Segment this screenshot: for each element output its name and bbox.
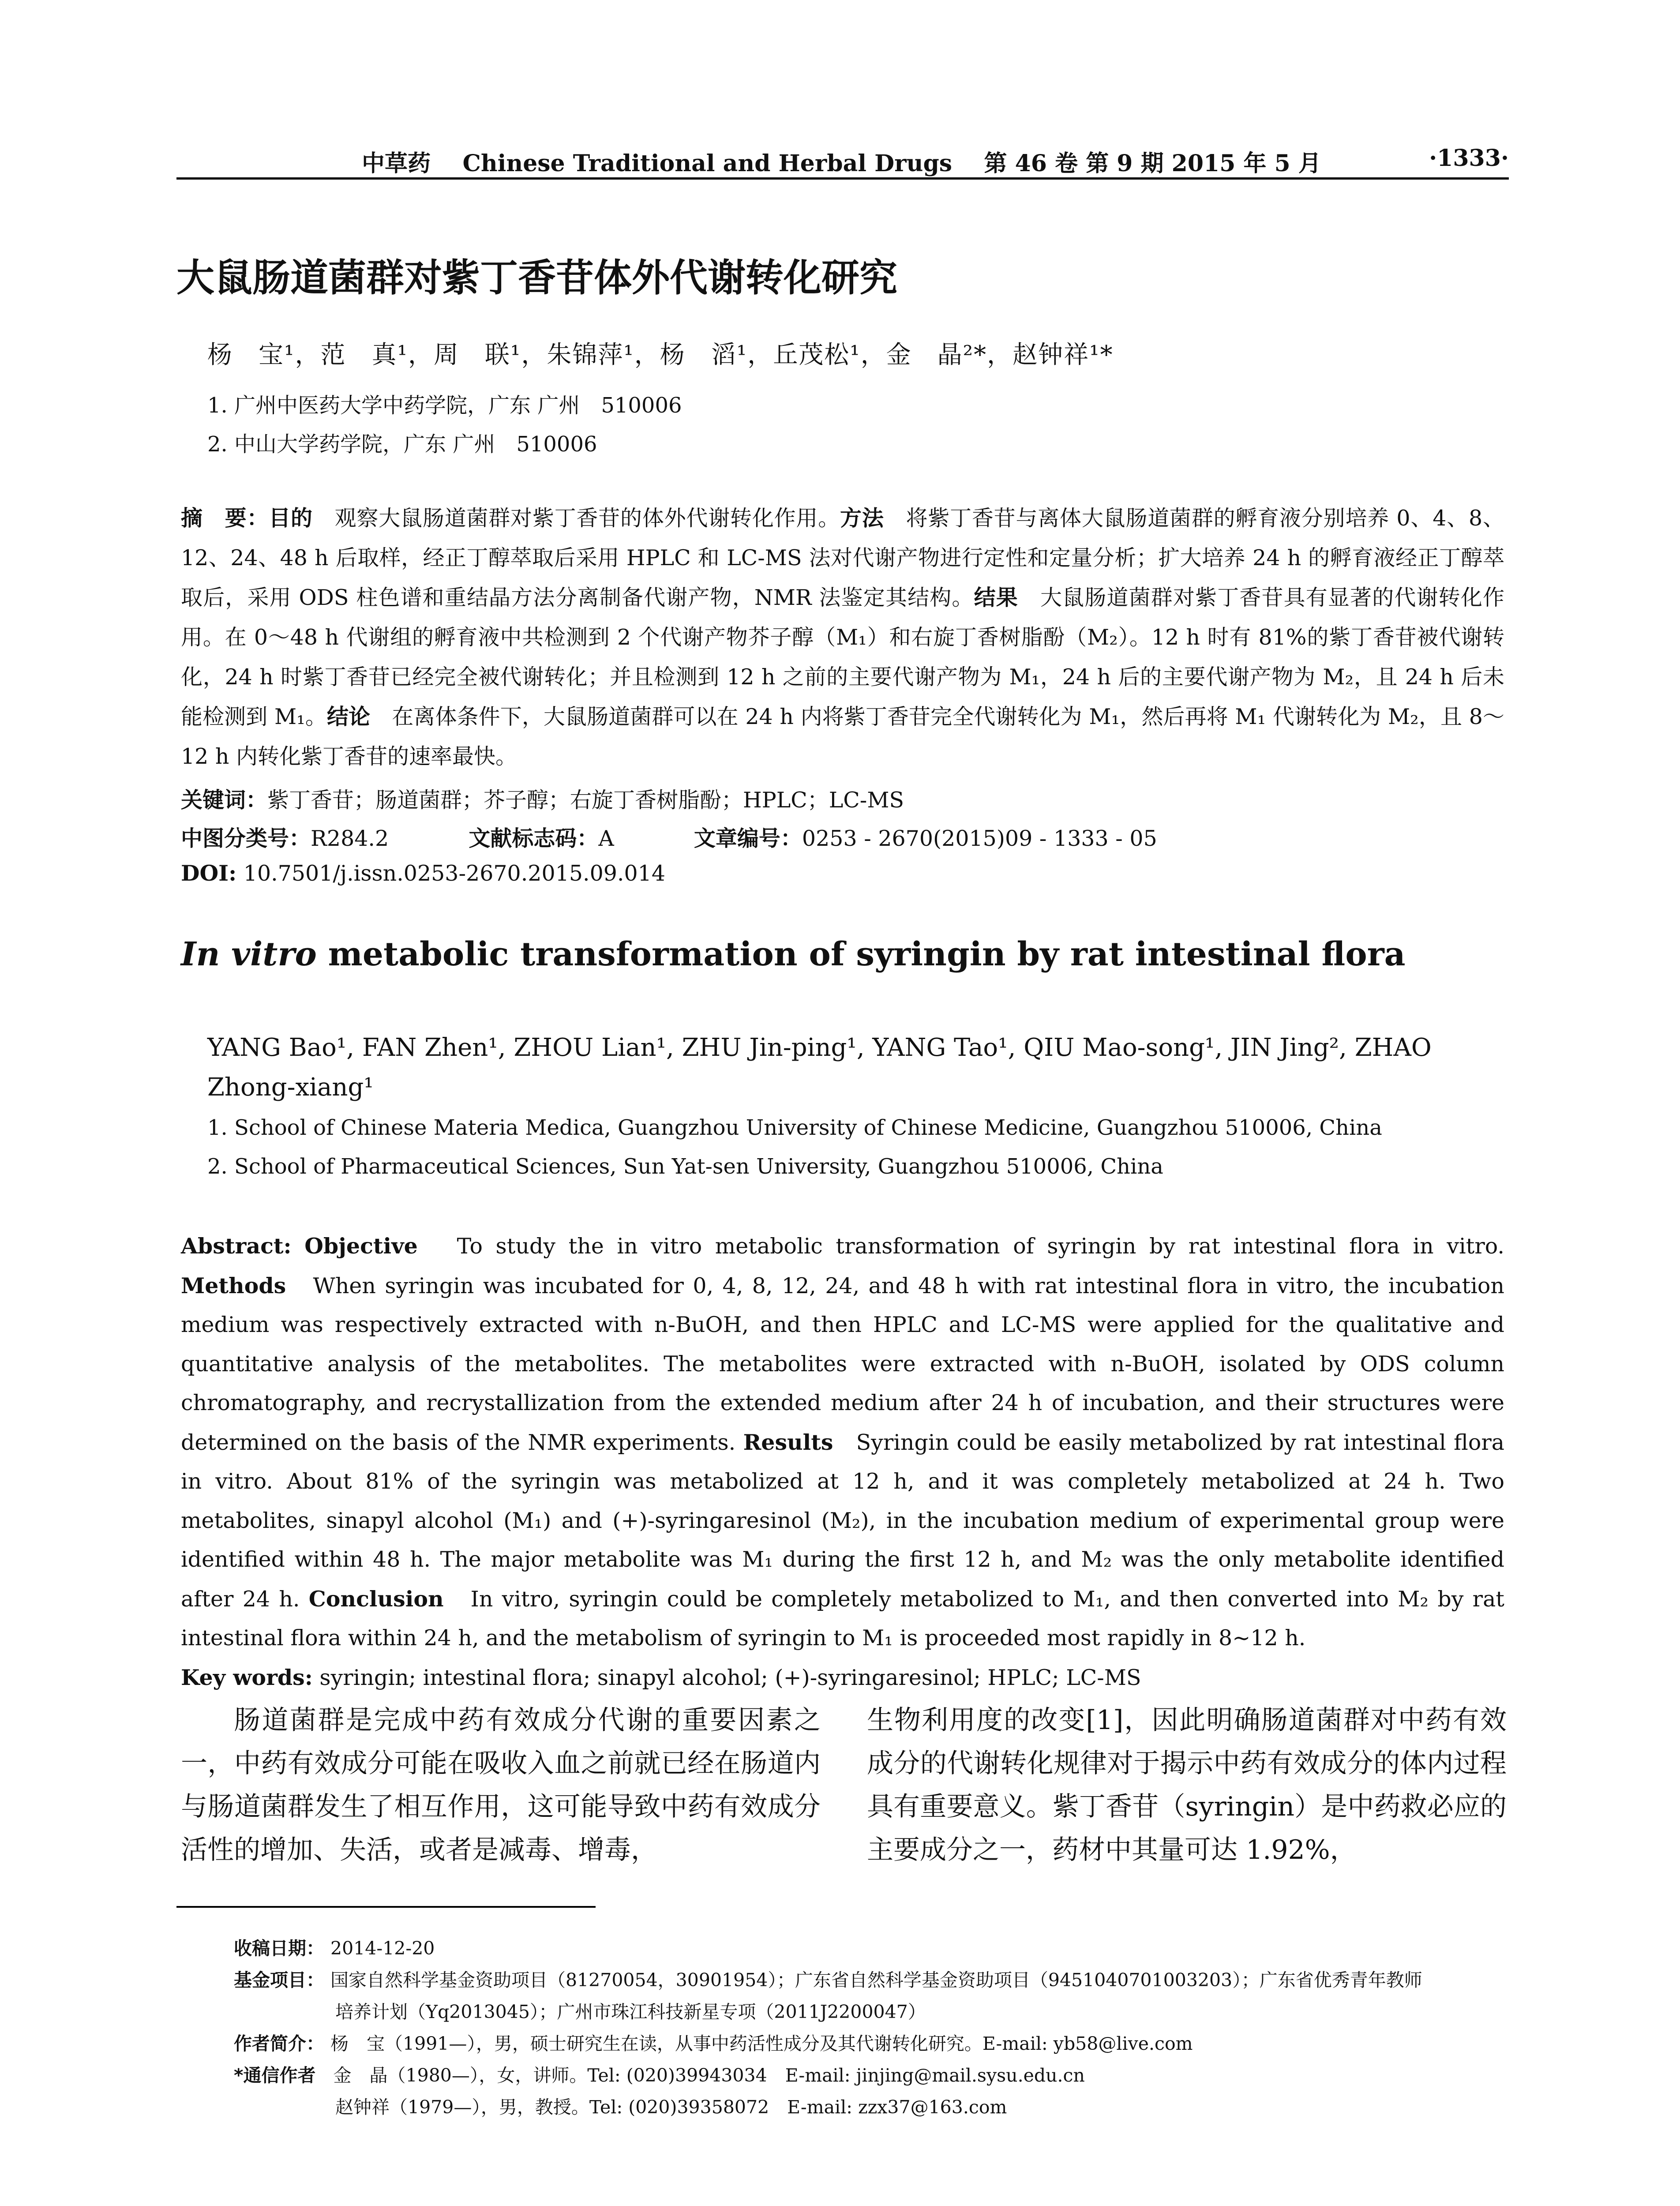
clc-value: R284.2 (311, 826, 389, 851)
fund-line-1: 国家自然科学基金资助项目（81270054，30901954）；广东省自然科学基金资助项目（9451040701003203）；广东省优秀青年教师 (330, 1970, 1422, 1991)
journal-name-cn: 中草药 (362, 150, 431, 177)
affiliation-zh-2: 2. 中山大学药学院，广东 广州 510006 (207, 432, 597, 457)
affiliation-en-2: 2. School of Pharmaceutical Sciences, Sun Yat-sen University, Guangzhou 510006, China (207, 1154, 1163, 1179)
abstract-zh-label: 摘 要： (181, 506, 269, 531)
authors-en-line-1: YANG Bao¹, FAN Zhen¹, ZHOU Lian¹, ZHU Jin-ping¹, YANG Tao¹, QIU Mao-song¹, JIN Jing², ZHAO (207, 1033, 1432, 1062)
journal-name-en: Chinese Traditional and Herbal Drugs (462, 150, 952, 177)
doi-label: DOI: (181, 860, 237, 886)
corresponding-author-2 (234, 2091, 1504, 2123)
keywords-zh (181, 783, 904, 814)
corresponding-label: *通信作者 (234, 2065, 316, 2086)
corresponding-2-text: 赵钟祥（1979—），男，教授。Tel: (020)39358072 E-mail: zzx37@163.com (335, 2097, 1007, 2118)
article-title-en-italic: In vitro (181, 935, 317, 973)
running-header (176, 140, 1509, 180)
abstract-en-label: Abstract: (181, 1233, 292, 1259)
affiliation-zh-1: 1. 广州中医药大学中药学院，广东 广州 510006 (207, 393, 682, 418)
classification-line (181, 822, 1157, 852)
page-number: ·1333· (1429, 145, 1509, 172)
article-no-value: 0253 - 2670(2015)09 - 1333 - 05 (802, 826, 1157, 851)
article-title-en-rest: metabolic transformation of syringin by rat intestinal flora (316, 935, 1406, 973)
clc-label: 中图分类号： (181, 826, 311, 851)
keywords-en (181, 1658, 1504, 1698)
fund-info (234, 1964, 1504, 1996)
header-rule (176, 177, 1509, 180)
abstract-en-methods-label: Methods (181, 1272, 286, 1298)
received-label: 收稿日期： (234, 1938, 324, 1959)
fund-label: 基金项目： (234, 1970, 324, 1991)
abstract-zh-conclusion-label: 结论 (327, 704, 371, 729)
authors-en (207, 1028, 1504, 1107)
body-paragraph-right: 生物利用度的改变[1]，因此明确肠道菌群对中药有效成分的代谢转化规律对于揭示中药有效成分的体内过程具有重要意义。紫丁香苷（syringin）是中药救必应的主要成分之一，药材中其量可达 1.92%， (867, 1705, 1507, 1865)
doi-line (181, 860, 665, 886)
abstract-en (181, 1227, 1504, 1697)
abstract-en-objective: To study the in vitro metabolic transformation of syringin by rat intestinal flora in vitro. (457, 1234, 1505, 1259)
corresponding-author-1 (234, 2060, 1504, 2091)
article-title-en (181, 935, 1406, 973)
footnote-rule (176, 1906, 596, 1908)
abstract-en-results-label: Results (743, 1429, 833, 1455)
corresponding-1-text: 金 晶（1980—），女，讲师。Tel: (020)39943034 E-mail: jinjing@mail.sysu.edu.cn (333, 2065, 1085, 2086)
abstract-en-conclusion-label: Conclusion (308, 1586, 444, 1612)
abstract-zh-methods: 将紫丁香苷与离体大鼠肠道菌群的孵育液分别培养 0、4、8、12、24、48 h 后取样，经正丁醇萃取后采用 HPLC 和 LC-MS 法对代谢产物进行定性和定量分析；扩大培养 24 h 的孵育液经正丁醇萃取后，采用 ODS 柱色谱和重结晶方法分离制备代谢产物，NMR 法鉴定其结构。 (181, 506, 1504, 610)
abstract-zh-results: 大鼠肠道菌群对紫丁香苷具有显著的代谢转化作用。在 0～48 h 代谢组的孵育液中共检测到 2 个代谢产物芥子醇（M₁）和右旋丁香树脂酚（M₂）。12 h 时有 81%的紫丁香苷被代谢转化，24 h 时紫丁香苷已经完全被代谢转化；并且检测到 12 h 之前的主要代谢产物为 M₁，24 h 后的主要代谢产物为 M₂，且 24 h 后未能检测到 M₁。 (181, 585, 1504, 729)
authors-en-line-2: Zhong-xiang¹ (207, 1073, 374, 1102)
abstract-en-objective-label: Objective (304, 1233, 418, 1259)
body-paragraph-left: 肠道菌群是完成中药有效成分代谢的重要因素之一，中药有效成分可能在吸收入血之前就已经在肠道内与肠道菌群发生了相互作用，这可能导致中药有效成分活性的增加、失活，或者是减毒、增毒， (181, 1705, 821, 1865)
received-date (234, 1932, 1504, 1964)
footnotes (234, 1932, 1504, 2123)
doi-value: 10.7501/j.issn.0253-2670.2015.09.014 (243, 861, 666, 886)
abstract-zh-objective-label: 目的 (269, 506, 313, 531)
keywords-zh-text: 紫丁香苷；肠道菌群；芥子醇；右旋丁香树脂酚；HPLC；LC-MS (267, 788, 904, 813)
abstract-en-conclusion: In vitro, syringin could be completely metabolized to M₁, and then converted into M₂ by rat intestinal flora within 24 h, and the metabolism of syringin to M₁ is proceeded most rapidly in 8~12 h. (181, 1586, 1504, 1651)
fund-info-cont (234, 1996, 1504, 2028)
article-title-zh: 大鼠肠道菌群对紫丁香苷体外代谢转化研究 (176, 256, 897, 300)
keywords-zh-label: 关键词： (181, 788, 268, 813)
body-column-right (867, 1699, 1507, 1872)
keywords-en-text: syringin; intestinal flora; sinapyl alcohol; (+)-syringaresinol; HPLC; LC-MS (319, 1665, 1141, 1690)
article-no-label: 文章编号： (694, 826, 802, 851)
abstract-zh-objective: 观察大鼠肠道菌群对紫丁香苷的体外代谢转化作用。 (334, 506, 840, 531)
abstract-en-results: Syringin could be easily metabolized by rat intestinal flora in vitro. About 81% of the syringin was metabolized at 12 h, and it was completely metabolized at 24 h. Two metabolites, sinapyl alcohol (M₁) and (+)-syringaresinol (M₂), in the incubation medium of experimental group were identified within 48 h. The major metabolite was M₁ during the first 12 h, and M₂ was the only metabolite identified after 24 h. (181, 1429, 1505, 1612)
author-bio (234, 2028, 1504, 2060)
affiliation-en-1: 1. School of Chinese Materia Medica, Guangzhou University of Chinese Medicine, Guangzhou 510006, China (207, 1115, 1382, 1140)
doc-code-value: A (598, 826, 614, 851)
keywords-en-label: Key words: (181, 1664, 313, 1690)
received-value: 2014-12-20 (330, 1938, 435, 1959)
journal-issue: 第 46 卷 第 9 期 2015 年 5 月 (984, 150, 1321, 177)
journal-header (362, 145, 1321, 178)
abstract-zh-conclusion: 在离体条件下，大鼠肠道菌群可以在 24 h 内将紫丁香苷完全代谢转化为 M₁，然后再将 M₁ 代谢转化为 M₂，且 8～12 h 内转化紫丁香苷的速率最快。 (181, 704, 1504, 769)
fund-line-2: 培养计划（Yq2013045）；广州市珠江科技新星专项（2011J2200047） (335, 2001, 926, 2022)
body-column-left (181, 1699, 821, 1872)
abstract-en-methods: When syringin was incubated for 0, 4, 8, 12, 24, and 48 h with rat intestinal flora in vitro, the incubation medium was respectively extracted with n-BuOH, and then HPLC and LC-MS were applied for the qualitative and quantitative analysis of the metabolites. The metabolites were extracted with n-BuOH, isolated by ODS column chromatography, and recrystallization from the extended medium after 24 h of incubation, and their structures were determined on the basis of the NMR experiments. (181, 1273, 1504, 1455)
abstract-zh-methods-label: 方法 (840, 506, 884, 531)
authors-zh: 杨 宝¹，范 真¹，周 联¹，朱锦萍¹，杨 滔¹，丘茂松¹，金 晶²*，赵钟祥¹* (207, 341, 1114, 369)
author-bio-text: 杨 宝（1991—），男，硕士研究生在读，从事中药活性成分及其代谢转化研究。E-mail: yb58@live.com (330, 2033, 1193, 2054)
abstract-zh (181, 499, 1504, 777)
doc-code-label: 文献标志码： (469, 826, 599, 851)
author-bio-label: 作者简介： (234, 2033, 324, 2054)
abstract-zh-results-label: 结果 (974, 585, 1018, 610)
